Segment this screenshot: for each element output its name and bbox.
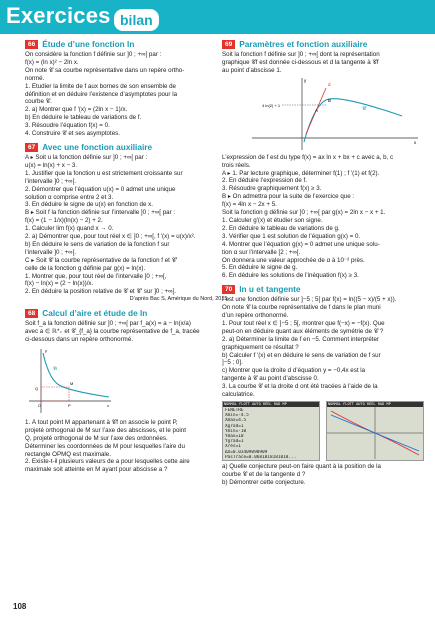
- text-line: 6. En déduire les solutions de l’inéquation f(x) ≥ 3.: [222, 272, 359, 280]
- text-line: 1. Calculer g′(x) et étudier son signe.: [222, 216, 323, 224]
- graph-x-label: x: [107, 402, 109, 408]
- exercise-66: [25, 40, 229, 138]
- exercise-69: [222, 40, 426, 280]
- text-line: 1. Montrer que, pour tout réel de l’intervalle ]0 ; +∞[,: [25, 272, 167, 280]
- page-header: [0, 0, 435, 42]
- text-line: 4. Construire 𝒞 et ses asymptotes.: [25, 130, 120, 138]
- text-line: avec a ∈ ℝ*₊ et 𝒞_{f_a} la courbe représentative de f_a, tracée: [25, 328, 200, 336]
- text-line: b) En déduire le sens de variation de la fonction f sur: [25, 240, 170, 248]
- exercise-body: [222, 296, 426, 399]
- text-line: PasTrace=0.0681818181818...: [225, 454, 297, 460]
- text-line: A ▸ Soit u la fonction définie sur ]0 ; +∞[ par :: [25, 153, 148, 161]
- graph-y-label: y: [45, 347, 47, 353]
- exercise-body: [222, 51, 426, 75]
- text-line: Soit la fonction f définie sur ]0 ; +∞[ dont la représentation: [222, 51, 380, 58]
- exercise-number: 69: [222, 40, 235, 49]
- graph-ln2-label: 4 ln(2) + 1: [262, 102, 281, 108]
- text-line: courbe 𝒞 et de la tangente d ?: [222, 470, 306, 478]
- text-line: 1. Étudier la limite de f aux bornes de son ensemble de: [25, 82, 176, 90]
- text-line: On donnera une valeur approchée de α à 10⁻² près.: [222, 256, 365, 264]
- left-column: [25, 40, 229, 479]
- exercise-questions: [222, 463, 426, 487]
- text-line: courbe 𝒞.: [25, 98, 52, 106]
- text-line: b) En déduire le tableau de variations de f.: [25, 114, 142, 122]
- text-line: l’intervalle ]0 ; +∞[.: [25, 248, 77, 256]
- text-line: Xrés=1: [225, 444, 241, 450]
- text-line: 3. En déduire le signe de u(x) en fonction de x.: [25, 201, 153, 209]
- text-line: b) Calculer f ′(x) et en déduire le sens de variation de f sur: [222, 351, 381, 359]
- exercise-number: 67: [25, 143, 38, 152]
- graph-curve-label: 𝒞f: [362, 105, 367, 111]
- exercise-title: Étude d’une fonction ln: [42, 38, 135, 49]
- text-line: 2. a) Déterminer la limite de f en −5. Comment interpréter: [222, 335, 379, 343]
- text-line: 3. La courbe 𝒞 et la droite d ont été tracées à l’aide de la: [222, 383, 378, 391]
- text-line: calculatrice.: [222, 391, 255, 399]
- page-number: 108: [13, 602, 27, 611]
- text-line: 4. Montrer que l’équation g(x) = 0 admet une unique solu-: [222, 240, 380, 248]
- text-line: l’intervalle ]0 ; +∞[.: [25, 177, 77, 185]
- exercise-title: ln u et tangente: [239, 283, 301, 294]
- text-line: B ▸ On admettra pour la suite de l’exercice que :: [222, 193, 355, 201]
- text-line: On note 𝒞 sa courbe représentative dans un repère ortho-: [25, 66, 185, 74]
- text-line: f(x) − ln(x) = (2 − ln(x))/x.: [25, 280, 94, 288]
- text-line: 5. En déduire le signe de g.: [222, 264, 298, 272]
- text-line: 1. Pour tout réel x ∈ ]−5 ; 5[, montrer que f(−x) = −f(x). Que: [222, 319, 385, 327]
- text-line: d’un repère orthonormé.: [222, 312, 289, 320]
- calculator-screens: [222, 401, 426, 461]
- text-line: 2. En déduire la position relative de 𝒞 et 𝒞′ sur ]0 ; +∞[.: [25, 288, 176, 296]
- exercise-67: [25, 143, 229, 304]
- graph-point-m: M: [70, 380, 74, 386]
- text-line: On note 𝒞 la courbe représentative de f dans le plan muni: [222, 304, 381, 312]
- text-line: Déterminer les coordonnées de M pour lesquelles l’aire du: [25, 442, 185, 450]
- exercise-body: [25, 51, 229, 138]
- text-line: Q, projeté orthogonal de M sur l’axe des ordonnées.: [25, 434, 168, 442]
- text-line: Xmin=-4.5: [225, 413, 249, 419]
- exercise-questions: [222, 154, 426, 281]
- graph-curve-label: 𝒞f: [53, 365, 58, 371]
- text-line: f(x) = 4ln x − 2x + 5.: [222, 201, 277, 209]
- graph-point-a: A: [315, 107, 319, 113]
- text-line: 2. Existe-t-il plusieurs valeurs de a pour lesquelles cette aire: [25, 458, 190, 466]
- text-line: FENÊTRE: [225, 408, 244, 413]
- text-line: graphique 𝒞f est donnée ci-dessous et d la tangente à 𝒞f: [222, 58, 379, 66]
- text-line: Xmax=4.5: [225, 418, 247, 424]
- right-column: [222, 40, 426, 492]
- calculator-screen-window: [222, 401, 320, 461]
- text-line: celle de la fonction g définie par g(x) = ln(x).: [25, 264, 146, 272]
- exercise-title: Avec une fonction auxiliaire: [42, 141, 153, 152]
- calculator-status-bar: NORMAL FLOTT AUTO RÉEL RAD MP: [223, 402, 319, 407]
- text-line: maximale soit atteinte en M ayant pour abscisse a ?: [25, 466, 168, 474]
- text-line: C ▸ Soit 𝒞 la courbe représentative de la fonction f et 𝒞′: [25, 256, 178, 264]
- graph-exercise-68: [25, 345, 115, 417]
- exercise-body: [25, 320, 229, 344]
- text-line: normé.: [25, 74, 45, 82]
- text-line: peut-on en déduire quant aux éléments de symétrie de 𝒞 ?: [222, 327, 384, 335]
- text-line: ci-dessous dans un repère orthonormé.: [25, 336, 133, 343]
- exercise-source: D’après Bac S, Amérique du Nord, 2015.: [129, 296, 229, 303]
- page-tag: bilan: [114, 9, 159, 31]
- exercise-68: [25, 309, 229, 474]
- text-line: Ygrad=1: [225, 439, 244, 445]
- text-line: B ▸ Soit f la fonction définie sur l’intervalle ]0 ; +∞[ par :: [25, 209, 176, 217]
- text-line: f est une fonction définie sur ]−5 ; 5[ par f(x) = ln((5 − x)/(5 + x)).: [222, 296, 397, 304]
- exercise-number: 68: [25, 309, 38, 318]
- text-line: tangente à 𝒞 au point d’abscisse 0.: [222, 375, 319, 383]
- graph-y-label: y: [304, 77, 307, 83]
- text-line: f(x) = (1 − 1/x)(ln(x) − 2) + 2.: [25, 217, 103, 225]
- text-line: 2. En déduire le tableau de variations de g.: [222, 224, 340, 232]
- text-line: 2. Démontrer que l’équation u(x) = 0 admet une unique: [25, 185, 176, 193]
- text-line: tion α sur l’intervalle [2 ; +∞[.: [222, 248, 301, 256]
- text-line: projeté orthogonal de M sur l’axe des abscisses, et le point: [25, 426, 186, 434]
- exercise-70: [222, 285, 426, 487]
- calculator-status-bar: NORMAL FLOTT AUTO RÉEL RAD MP: [327, 402, 423, 407]
- calculator-window-settings: [223, 407, 319, 461]
- text-line: Soit la fonction g définie sur ]0 ; +∞[ par g(x) = 2ln x − x + 1.: [222, 209, 386, 217]
- graph-origin: O: [38, 402, 42, 408]
- text-line: A ▸ 1. Par lecture graphique, déterminer f(1) ; f ′(1) et f(2).: [222, 169, 380, 177]
- graph-exercise-69: [222, 76, 422, 152]
- text-line: trois réels.: [222, 161, 251, 169]
- calculator-screen-graph: [326, 401, 424, 461]
- graph-point-p: P: [68, 402, 71, 408]
- graph-x-label: x: [414, 139, 417, 145]
- text-line: 2. a) Démontrer que, pour tout réel x ∈ ]0 ; +∞[, f ′(x) = u(x)/x².: [25, 233, 196, 241]
- exercise-title: Calcul d’aire et étude de ln: [42, 307, 148, 318]
- text-line: rectangle OPMQ est maximale.: [25, 450, 111, 458]
- text-line: 1. Justifier que la fonction u est strictement croissante sur: [25, 169, 183, 177]
- text-line: 3. Vérifier que 1 est solution de l’équation g(x) = 0.: [222, 232, 361, 240]
- text-line: b) Démontrer cette conjecture.: [222, 478, 306, 486]
- text-line: 1. À tout point M appartenant à 𝒞f on associe le point P,: [25, 418, 178, 426]
- text-line: Ymin=-10: [225, 428, 247, 434]
- text-line: ΔX=0.03409090909: [225, 449, 268, 455]
- exercise-number: 66: [25, 40, 38, 49]
- graph-point-b: B: [328, 97, 332, 103]
- calculator-graph: [327, 407, 423, 459]
- page-title: Exercices: [6, 3, 111, 28]
- text-line: u(x) = ln(x) + x − 3.: [25, 161, 78, 169]
- text-line: f(x) = (ln x)² − 2ln x.: [25, 58, 79, 66]
- text-line: On considère la fonction f définie sur ]0 ; +∞[ par :: [25, 51, 162, 58]
- text-line: 1. Calculer lim f(x) quand x → 0.: [25, 225, 114, 233]
- text-line: solution α comprise entre 2 et 3.: [25, 193, 114, 201]
- text-line: Xgrad=1: [225, 423, 244, 429]
- text-line: Ymax=10: [225, 434, 244, 440]
- text-line: c) Montrer que la droite d d’équation y = −0,4x est la: [222, 367, 366, 375]
- text-line: 2. En déduire l’expression de f.: [222, 177, 307, 185]
- exercise-title: Paramètres et fonction auxiliaire: [239, 38, 368, 49]
- text-line: L’expression de f est du type f(x) = ax ln x + bx + c avec a, b, c: [222, 153, 394, 161]
- graph-point-q: Q: [35, 385, 39, 391]
- exercise-number: 70: [222, 285, 235, 294]
- text-line: a) Quelle conjecture peut-on faire quant à la position de la: [222, 463, 381, 470]
- text-line: graphiquement ce résultat ?: [222, 343, 299, 351]
- text-line: définition et en déduire l’existence d’asymptotes pour la: [25, 90, 178, 98]
- graph-tangent-label: d: [328, 81, 331, 87]
- text-line: au point d’abscisse 1.: [222, 66, 282, 74]
- text-line: ]−5 ; 0].: [222, 359, 243, 367]
- text-line: 3. Résoudre l’équation f(x) = 0.: [25, 122, 110, 130]
- exercise-body: [25, 154, 229, 296]
- text-line: 3. Résoudre graphiquement f(x) ≥ 3.: [222, 185, 322, 193]
- text-line: Soit f_a la fonction définie sur ]0 ; +∞[ par f_a(x) = a − ln(x/a): [25, 320, 191, 328]
- exercise-questions: [25, 419, 229, 474]
- text-line: 2. a) Montrer que f ′(x) = (2ln x − 1)/x.: [25, 106, 128, 114]
